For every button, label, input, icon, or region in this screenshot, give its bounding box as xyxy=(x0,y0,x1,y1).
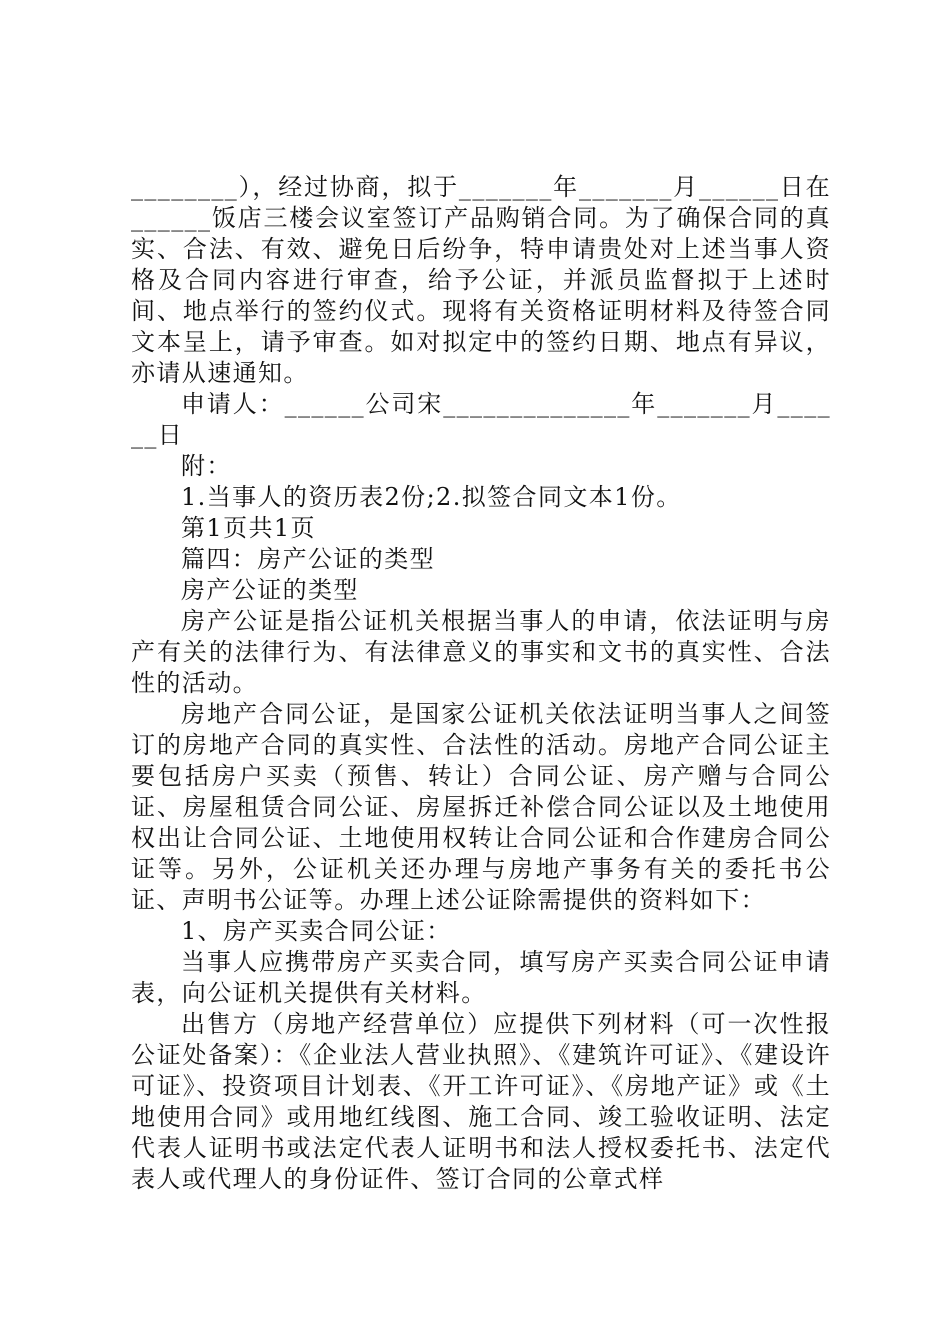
paragraph-attachment-list: 1.当事人的资历表2份;2.拟签合同文本1份。 xyxy=(181,483,682,511)
paragraph-parties-requirements: 当事人应携带房产买卖合同，填写房产买卖合同公证申请表，向公证机关提供有关材料。 xyxy=(131,948,831,1007)
paragraph-applicant-signature: 申请人：______公司宋______________年_______月______日 xyxy=(131,390,831,449)
paragraph-application-body: ________），经过协商，拟于_______年_______月______日在______饭店三楼会议室签订产品购销合同。为了确保合同的真实、合法、有效、避免日后纷争，特申请贵处对上述当事人资格及合同内容进行审查，给予公证，并派员监督拟于上述时间、地点举行的签约仪式。现将有关资格证明材料及待签合同文本呈上，请予审查。如对拟定中的签约日期、地点有异议，亦请从速通知。 xyxy=(131,173,831,387)
paragraph-definition: 房产公证是指公证机关根据当事人的申请，依法证明与房产有关的法律行为、有法律意义的事实和文书的真实性、合法性的活动。 xyxy=(131,607,831,697)
article-title: 房产公证的类型 xyxy=(181,576,359,604)
section-heading: 篇四：房产公证的类型 xyxy=(181,545,435,573)
paragraph-seller-materials: 出售方（房地产经营单位）应提供下列材料（可一次性报公证处备案）：《企业法人营业执照》、《建筑许可证》、《建设许可证》、投资项目计划表、《开工许可证》、《房地产证》或《土地使用合同》或用地红线图、施工合同、竣工验收证明、法定代表人证明书或法定代表人证明书和法人授权委托书、法定代表人或代理人的身份证件、签订合同的公章式样 xyxy=(131,1010,831,1193)
document-body xyxy=(131,172,831,1195)
subheading-sale-contract: 1、房产买卖合同公证： xyxy=(181,917,452,945)
paragraph-contract-notarization: 房地产合同公证，是国家公证机关依法证明当事人之间签订的房地产合同的真实性、合法性的活动。房地产合同公证主要包括房户买卖（预售、转让）合同公证、房产赠与合同公证、房屋租赁合同公证、房屋拆迁补偿合同公证以及土地使用权出让合同公证、土地使用权转让合同公证和合作建房合同公证等。另外，公证机关还办理与房地产事务有关的委托书公证、声明书公证等。办理上述公证除需提供的资料如下： xyxy=(131,700,831,914)
paragraph-attachment-heading: 附： xyxy=(181,452,232,480)
page-number-text: 第1页共1页 xyxy=(181,514,316,542)
